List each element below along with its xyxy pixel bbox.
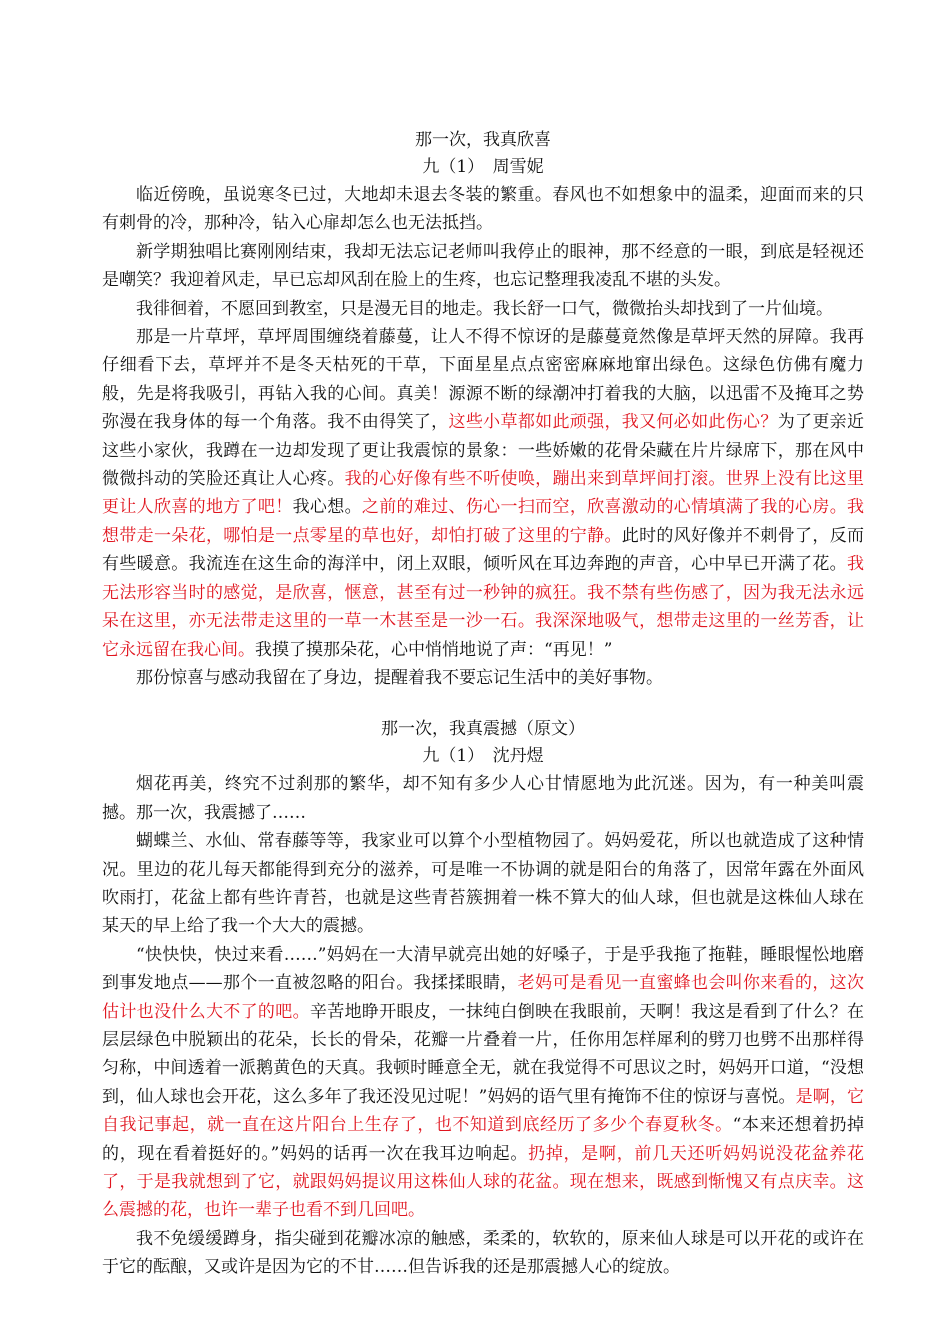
essay-2-paragraph-4: 我不免缓缓蹲身，指尖碰到花瓣冰凉的触感，柔柔的，软软的，原来仙人球是可以开花的或许在于它的酝酿，又或许是因为它的不甘……但告诉我的还是那震撼人心的绽放。 [102,1228,864,1278]
text-run: 为了更亲近这些小家伙，我蹲在一边却发现了更让我震惊的景象：一些娇嫩的花骨朵藏在片片绿席下，那在风中微微抖动的笑脸还真让人心疼。 [102,412,865,490]
highlighted-text: 我无法形容当时的感觉，是欣喜，惬意，甚至有过一秒钟的疯狂。我不禁有些伤感了，因为我无法永远呆在这里，亦无法带走这里的一草一木甚至是一沙一石。我深深地吸气，想带走这里的一丝芳香，让它永远留在我心间。 [102,554,864,660]
text-run: 辛苦地睁开眼皮，一抹纯白倒映在我眼前，天啊！我这是看到了什么？在层层绿色中脱颖出的花朵，长长的骨朵，花瓣一片叠着一片，任你用怎样犀利的劈刀也劈不出那样得匀称，中间透着一派鹅黄色的天真。我顿时睡意全无，就在我觉得不可思议之时，妈妈开口道，“没想到，仙人球也会开花，这么多年了我还没见过呢！”妈妈的语气里有掩饰不住的惊讶与喜悦。 [102,1001,865,1107]
highlighted-text: 是啊，它自我记事起，就一直在这片阳台上生存了，也不知道到底经历了多少个春夏秋冬。 [102,1086,864,1136]
essay-1-author: 九（1） 周雪妮 [422,157,544,177]
essay-1-paragraph-2: 新学期独唱比赛刚刚结束，我却无法忘记老师叫我停止的眼神，那不经意的一眼，到底是轻视还是嘲笑？我迎着风走，早已忘却风刮在脸上的生疼，也忘记整理我凌乱不堪的头发。 [102,241,864,291]
essay-2 [102,716,864,1281]
essay-1-paragraph-4 [102,323,864,664]
text-run: 我摸了摸那朵花，心中悄悄地说了声：“再见！” [255,639,613,660]
essay-2-title: 那一次，我真震撼（原文） [381,719,585,740]
essay-2-paragraph-1: 烟花再美，终究不过刹那的繁华，却不知有多少人心甘情愿地为此沉迷。因为，有一种美叫震撼。那一次，我震撼了…… [102,774,864,823]
text-run: 那是一片草坪，草坪周围缠绕着藤蔓，让人不得不惊讶的是藤蔓竟然像是草坪天然的屏障。我再仔细看下去，草坪并不是冬天枯死的干草，下面星星点点密密麻麻地窜出绿色。这绿色仿佛有魔力般，先是将我吸引，再钻入我的心间。真美！源源不断的绿潮冲打着我的大脑，以迅雷不及掩耳之势弥漫在我身体的每一个角落。我不由得笑了， [102,327,864,433]
text-run: 我心想。 [292,497,362,518]
essay-1 [102,127,864,692]
essay-1-title: 那一次，我真欣喜 [415,130,551,150]
section-spacer [102,692,864,716]
highlighted-text: 这些小草都如此顽强，我又何必如此伤心？ [448,412,778,433]
highlighted-text: 扔掉，是啊，前几天还听妈妈说没花盆养花了，于是我就想到了它，就跟妈妈提议用这株仙人球的花盆。现在想来，既感到惭愧又有点庆幸。这么震撼的花，也许一辈子也看不到几回吧。 [102,1143,865,1221]
document-content [102,127,864,1282]
text-run: 此时的风好像并不刺骨了，反而有些暖意。我流连在这生命的海洋中，闭上双眼，倾听风在耳边奔跑的声音，心中早已开满了花。 [102,525,865,575]
text-run: “本来还想着扔掉的，现在看着挺好的。”妈妈的话再一次在我耳边响起。 [102,1115,864,1164]
essay-2-paragraph-2: 蝴蝶兰、水仙、常春藤等等，我家业可以算个小型植物园了。妈妈爱花，所以也就造成了这种情况。里边的花儿每天都能得到充分的滋养，可是唯一不协调的就是阳台的角落了，因常年露在外面风吹雨打，花盆上都有些许青苔，也就是这些青苔簇拥着一株不算大的仙人球，但也就是这株仙人球在某天的早上给了我一个大大的震撼。 [102,831,864,937]
essay-1-paragraph-1: 临近傍晚，虽说寒冬已过，大地却未退去冬装的繁重。春风也不如想象中的温柔，迎面而来的只有刺骨的冷，那种冷，钻入心扉却怎么也无法抵挡。 [102,185,864,234]
essay-1-paragraph-3: 我徘徊着，不愿回到教室，只是漫无目的地走。我长舒一口气，微微抬头却找到了一片仙境。 [136,298,833,319]
highlighted-text: 老妈可是看见一直蜜蜂也会叫你来看的，这次估计也没什么大不了的吧。 [102,973,865,1022]
highlighted-text: 我的心好像有些不听使唤，蹦出来到草坪间打滚。世界上没有比这里更让人欣喜的地方了吧！ [102,469,865,518]
essay-2-author: 九（1） 沈丹煜 [422,746,544,767]
essay-2-paragraph-3 [102,941,864,1225]
essay-1-paragraph-5: 那份惊喜与感动我留在了身边，提醒着我不要忘记生活中的美好事物。 [136,667,663,688]
text-run: “快快快，快过来看……”妈妈在一大清早就亮出她的好嗓子，于是乎我拖了拖鞋，睡眼惺忪地磨到事发地点——那个一直被忽略的阳台。我揉揉眼睛， [102,944,864,994]
highlighted-text: 之前的难过、伤心一扫而空，欣喜激动的心情填满了我的心房。我想带走一朵花，哪怕是一点零星的草也好，却怕打破了这里的宁静。 [102,497,865,546]
